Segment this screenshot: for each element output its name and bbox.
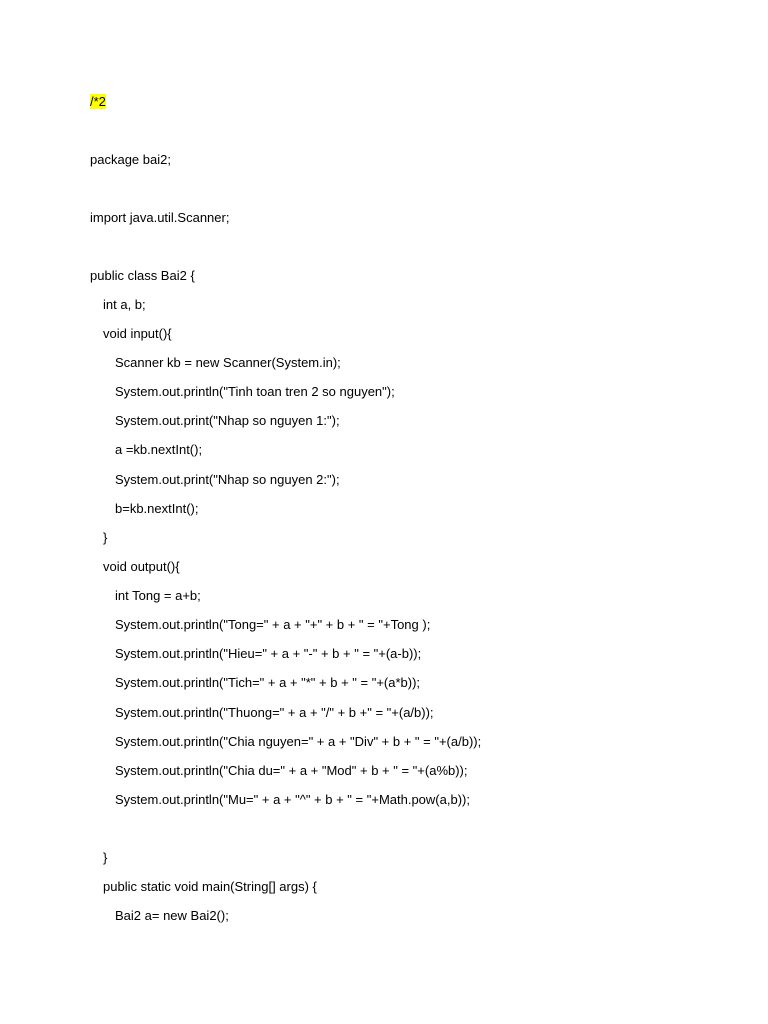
- code-line: package bai2;: [90, 152, 171, 167]
- code-line: Bai2 a= new Bai2();: [115, 908, 229, 923]
- code-line: import java.util.Scanner;: [90, 210, 230, 225]
- code-line: }: [103, 530, 108, 545]
- code-line: [90, 94, 106, 110]
- code-line: System.out.println("Tich=" + a + "*" + b + " = "+(a*b));: [115, 675, 421, 690]
- code-line: public static void main(String[] args) {: [103, 879, 317, 894]
- code-line: void input(){: [103, 326, 172, 341]
- code-line: Scanner kb = new Scanner(System.in);: [115, 355, 341, 370]
- code-line: System.out.println("Hieu=" + a + "-" + b + " = "+(a-b));: [115, 646, 422, 661]
- code-line: System.out.print("Nhap so nguyen 1:");: [115, 413, 340, 428]
- code-line: void output(){: [103, 559, 180, 574]
- code-line: System.out.println("Thuong=" + a + "/" + b +" = "+(a/b));: [115, 705, 434, 720]
- code-line: b=kb.nextInt();: [115, 501, 199, 516]
- highlighted-comment: /*2: [90, 94, 106, 109]
- code-line: int Tong = a+b;: [115, 588, 201, 603]
- code-line: System.out.println("Chia du=" + a + "Mod" + b + " = "+(a%b));: [115, 763, 468, 778]
- code-line: System.out.println("Mu=" + a + "^" + b + " = "+Math.pow(a,b));: [115, 792, 470, 807]
- code-line: System.out.print("Nhap so nguyen 2:");: [115, 472, 340, 487]
- code-line: System.out.println("Tinh toan tren 2 so nguyen");: [115, 384, 395, 399]
- code-line: public class Bai2 {: [90, 268, 195, 283]
- code-line: System.out.println("Tong=" + a + "+" + b + " = "+Tong );: [115, 617, 431, 632]
- code-line: int a, b;: [103, 297, 146, 312]
- code-line: System.out.println("Chia nguyen=" + a + "Div" + b + " = "+(a/b));: [115, 734, 482, 749]
- code-line: a =kb.nextInt();: [115, 442, 203, 457]
- code-line: }: [103, 850, 108, 865]
